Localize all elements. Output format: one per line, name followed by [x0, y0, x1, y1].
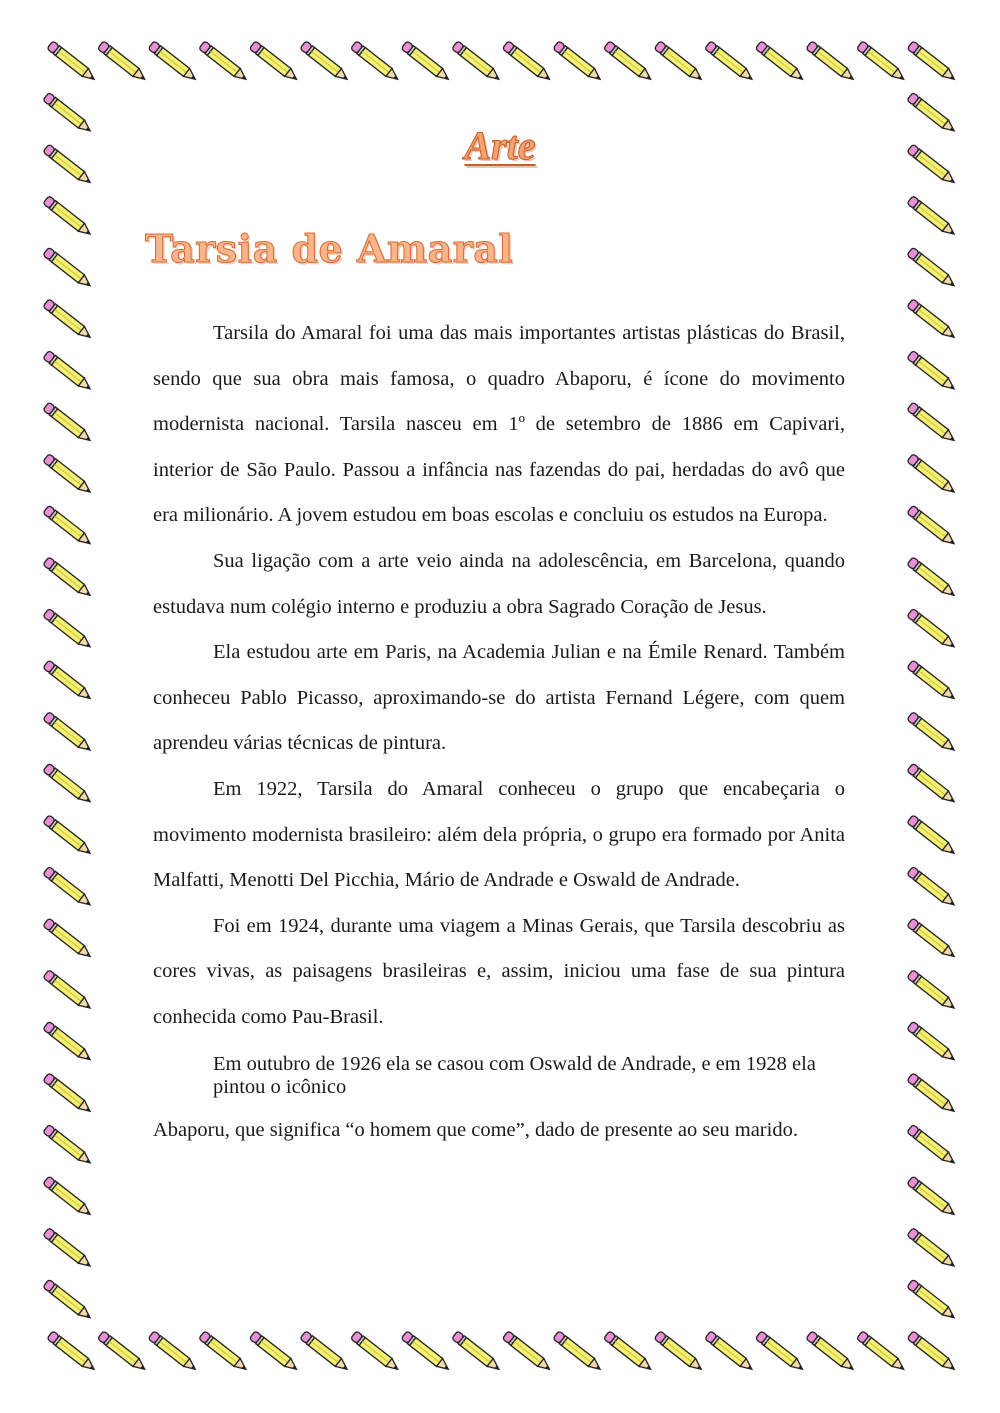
pencil-icon	[907, 454, 957, 496]
pencil-icon	[43, 1073, 93, 1115]
pencil-icon	[907, 1021, 957, 1063]
pencil-icon	[907, 505, 957, 547]
pencil-icon	[249, 41, 299, 83]
pencil-icon	[43, 1021, 93, 1063]
paragraph-2: Sua ligação com a arte veio ainda na adolescência, em Barcelona, quando estudava num colégio interno e produziu a obra Sagrado Coração de Jesus.	[153, 549, 845, 618]
pencil-icon	[603, 41, 653, 83]
pencil-icon	[401, 41, 451, 83]
pencil-icon	[907, 196, 957, 238]
paragraph-4: Em 1922, Tarsila do Amaral conheceu o grupo que encabeçaria o movimento modernista brasileiro: além dela própria, o grupo era formado por Anita Malfatti, Menotti Del Picchia, Mário de Andrade e Oswald de Andrade.	[153, 777, 845, 892]
pencil-icon	[43, 247, 93, 289]
pencil-icon	[907, 299, 957, 341]
pencil-icon	[350, 1331, 400, 1373]
pencil-icon	[452, 1331, 502, 1373]
pencil-icon	[43, 557, 93, 599]
pencil-icon	[907, 1073, 957, 1115]
pencil-icon	[43, 1228, 93, 1270]
pencil-icon	[907, 1331, 957, 1373]
pencil-icon	[97, 1331, 147, 1373]
pencil-icon	[148, 1331, 198, 1373]
pencil-icon	[43, 299, 93, 341]
section-heading: Tarsia de Amaral	[145, 226, 514, 271]
pencil-icon	[43, 815, 93, 857]
pencil-icon	[553, 1331, 603, 1373]
pencil-icon	[907, 350, 957, 392]
pencil-icon	[654, 1331, 704, 1373]
pencil-icon	[43, 970, 93, 1012]
pencil-icon	[755, 41, 805, 83]
pencil-icon	[199, 1331, 249, 1373]
pencil-icon	[856, 41, 906, 83]
pencil-icon	[43, 402, 93, 444]
pencil-icon	[705, 1331, 755, 1373]
pencil-icon	[856, 1331, 906, 1373]
paragraph-5: Foi em 1924, durante uma viagem a Minas Gerais, que Tarsila descobriu as cores vivas, as paisagens brasileiras e, assim, iniciou uma fase de sua pintura conhecida como Pau-Brasil.	[153, 914, 845, 1028]
pencil-icon	[907, 608, 957, 650]
pencil-icon	[43, 196, 93, 238]
pencil-icon	[43, 763, 93, 805]
pencil-icon	[806, 41, 856, 83]
pencil-icon	[907, 1279, 957, 1321]
pencil-icon	[401, 1331, 451, 1373]
paragraph-6: Em outubro de 1926 ela se casou com Oswald de Andrade, e em 1928 ela pintou o icônico	[213, 1052, 816, 1098]
pencil-icon	[43, 660, 93, 702]
pencil-icon	[907, 918, 957, 960]
pencil-icon	[43, 608, 93, 650]
paragraph-7: Abaporu, que significa “o homem que come”, dado de presente ao seu marido.	[153, 1118, 798, 1141]
pencil-icon	[553, 41, 603, 83]
pencil-icon	[907, 970, 957, 1012]
pencil-icon	[654, 41, 704, 83]
pencil-icon	[907, 247, 957, 289]
pencil-icon	[907, 660, 957, 702]
pencil-icon	[300, 41, 350, 83]
pencil-icon	[705, 41, 755, 83]
pencil-icon	[43, 454, 93, 496]
article-body	[153, 311, 845, 1142]
pencil-icon	[43, 1176, 93, 1218]
pencil-icon	[907, 815, 957, 857]
pencil-icon	[300, 1331, 350, 1373]
pencil-icon	[350, 41, 400, 83]
pencil-icon	[47, 1331, 97, 1373]
pencil-icon	[755, 1331, 805, 1373]
pencil-icon	[502, 41, 552, 83]
pencil-icon	[97, 41, 147, 83]
pencil-icon	[907, 712, 957, 754]
pencil-icon	[43, 505, 93, 547]
pencil-icon	[43, 712, 93, 754]
pencil-icon	[907, 1124, 957, 1166]
page-title: Arte	[464, 123, 536, 168]
pencil-icon	[806, 1331, 856, 1373]
paragraph-1: Tarsila do Amaral foi uma das mais importantes artistas plásticas do Brasil, sendo que sua obra mais famosa, o quadro Abaporu, é ícone do movimento modernista nacional. Tarsila nasceu em 1º de setembro de 1886 em Capivari, interior de São Paulo. Passou a infância nas fazendas do pai, herdadas do avô que era milionário. A jovem estudou em boas escolas e concluiu os estudos na Europa.	[153, 322, 845, 527]
pencil-icon	[47, 41, 97, 83]
pencil-icon	[148, 41, 198, 83]
pencil-icon	[907, 866, 957, 908]
pencil-icon	[907, 557, 957, 599]
paragraph-3: Ela estudou arte em Paris, na Academia Julian e na Émile Renard. Também conheceu Pablo Picasso, aproximando-se do artista Fernand Légere, com quem aprendeu várias técnicas de pintura.	[153, 641, 845, 755]
pencil-icon	[43, 866, 93, 908]
pencil-icon	[452, 41, 502, 83]
pencil-icon	[907, 1228, 957, 1270]
pencil-icon	[199, 41, 249, 83]
pencil-icon	[502, 1331, 552, 1373]
pencil-icon	[43, 350, 93, 392]
pencil-icon	[603, 1331, 653, 1373]
pencil-icon	[43, 918, 93, 960]
pencil-icon	[907, 402, 957, 444]
pencil-icon	[907, 41, 957, 83]
pencil-icon	[907, 763, 957, 805]
pencil-icon	[43, 1279, 93, 1321]
pencil-icon	[249, 1331, 299, 1373]
pencil-icon	[43, 1124, 93, 1166]
pencil-icon	[907, 1176, 957, 1218]
